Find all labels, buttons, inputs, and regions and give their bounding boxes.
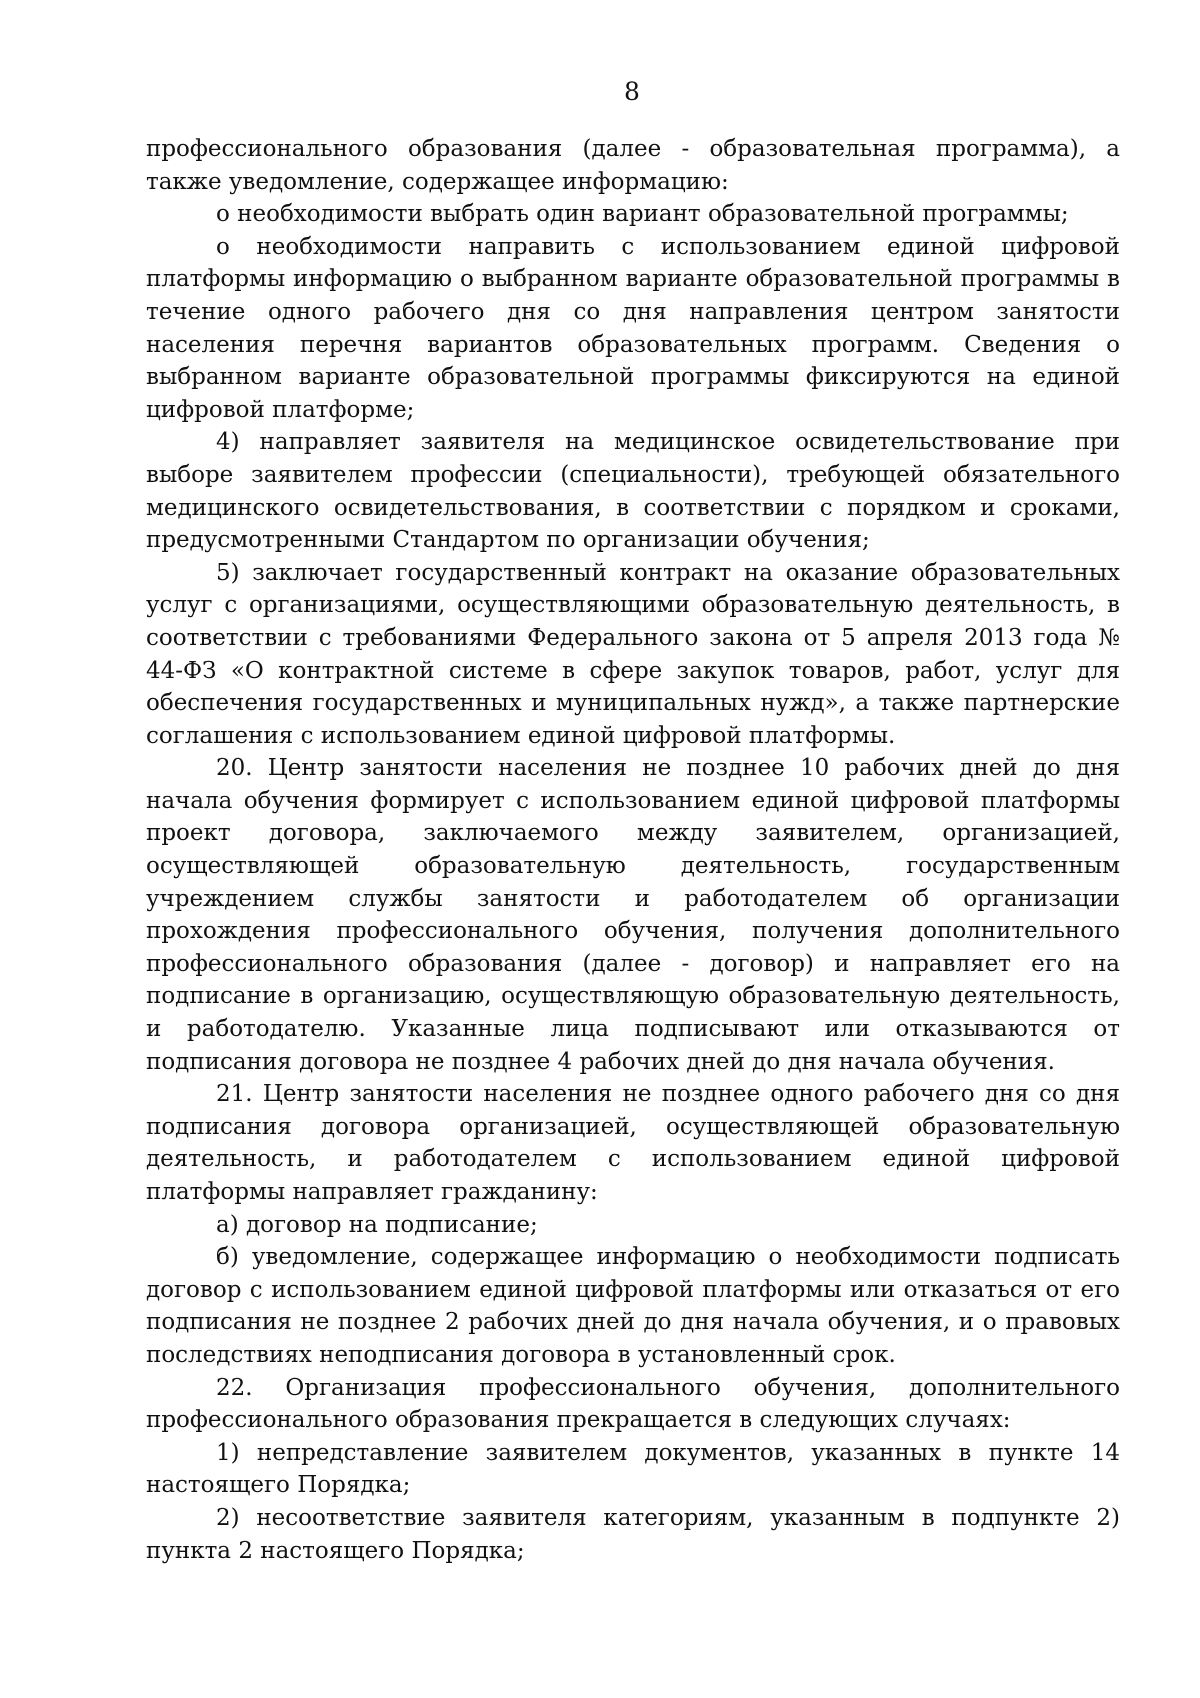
paragraph-continuation: профессионального образования (далее - образовательная программа), а также уведомление, содержащее информацию: bbox=[146, 136, 1120, 195]
paragraph-section-21: 21. Центр занятости населения не позднее одного рабочего дня со дня подписания договора организацией, осуществляющей образовательную деятельность, и работодателем с использованием единой цифровой платформы направляет гражданину: bbox=[146, 1081, 1120, 1205]
paragraph-item-5: 5) заключает государственный контракт на оказание образовательных услуг с организациями, осуществляющими образовательную деятельность, в соответствии с требованиями Федерального закона от 5 апреля 2013 года № 44-ФЗ «О контрактной системе в сфере закупок товаров, работ, услуг для обеспечения государственных и муниципальных нужд», а также партнерские соглашения с использованием единой цифровой платформы. bbox=[146, 559, 1120, 749]
paragraph-item-b: б) уведомление, содержащее информацию о необходимости подписать договор с использованием единой цифровой платформы или отказаться от его подписания не позднее 2 рабочих дней до дня начала обучения, и о правовых последствиях неподписания договора в установленный срок. bbox=[146, 1244, 1120, 1368]
paragraph-section-22: 22. Организация профессионального обучения, дополнительного профессионального образования прекращается в следующих случаях: bbox=[146, 1374, 1120, 1434]
paragraph-item-2: 2) несоответствие заявителя категориям, указанным в подпункте 2) пункта 2 настоящего Порядка; bbox=[146, 1504, 1120, 1564]
paragraph-item: о необходимости выбрать один вариант образовательной программы; bbox=[216, 201, 1069, 228]
paragraph-item-4: 4) направляет заявителя на медицинское освидетельствование при выборе заявителем профессии (специальности), требующей обязательного медицинского освидетельствования, в соответствии с порядком и сроками, предусмотренными Стандартом по организации обучения; bbox=[146, 429, 1120, 554]
document-body bbox=[146, 133, 1120, 1567]
paragraph-item-1: 1) непредставление заявителем документов, указанных в пункте 14 настоящего Порядка; bbox=[146, 1439, 1120, 1499]
paragraph-section-20: 20. Центр занятости населения не позднее 10 рабочих дней до дня начала обучения формирует с использованием единой цифровой платформы проект договора, заключаемого между заявителем, организацией, осуществляющей образовательную деятельность, государственным учреждением службы занятости и работодателем об организации прохождения профессионального обучения, получения дополнительного профессионального образования (далее - договор) и направляет его на подписание в организацию, осуществляющую образовательную деятельность, и работодателю. Указанные лица подписывают или отказываются от подписания договора не позднее 4 рабочих дней до дня начала обучения. bbox=[146, 755, 1120, 1075]
paragraph-item-a: а) договор на подписание; bbox=[216, 1211, 538, 1238]
paragraph-item: о необходимости направить с использованием единой цифровой платформы информацию о выбранном варианте образовательной программы в течение одного рабочего дня со дня направления центром занятости населения перечня вариантов образовательных программ. Сведения о выбранном варианте образовательной программы фиксируются на единой цифровой платформе; bbox=[146, 233, 1120, 423]
page-number: 8 bbox=[624, 77, 640, 106]
